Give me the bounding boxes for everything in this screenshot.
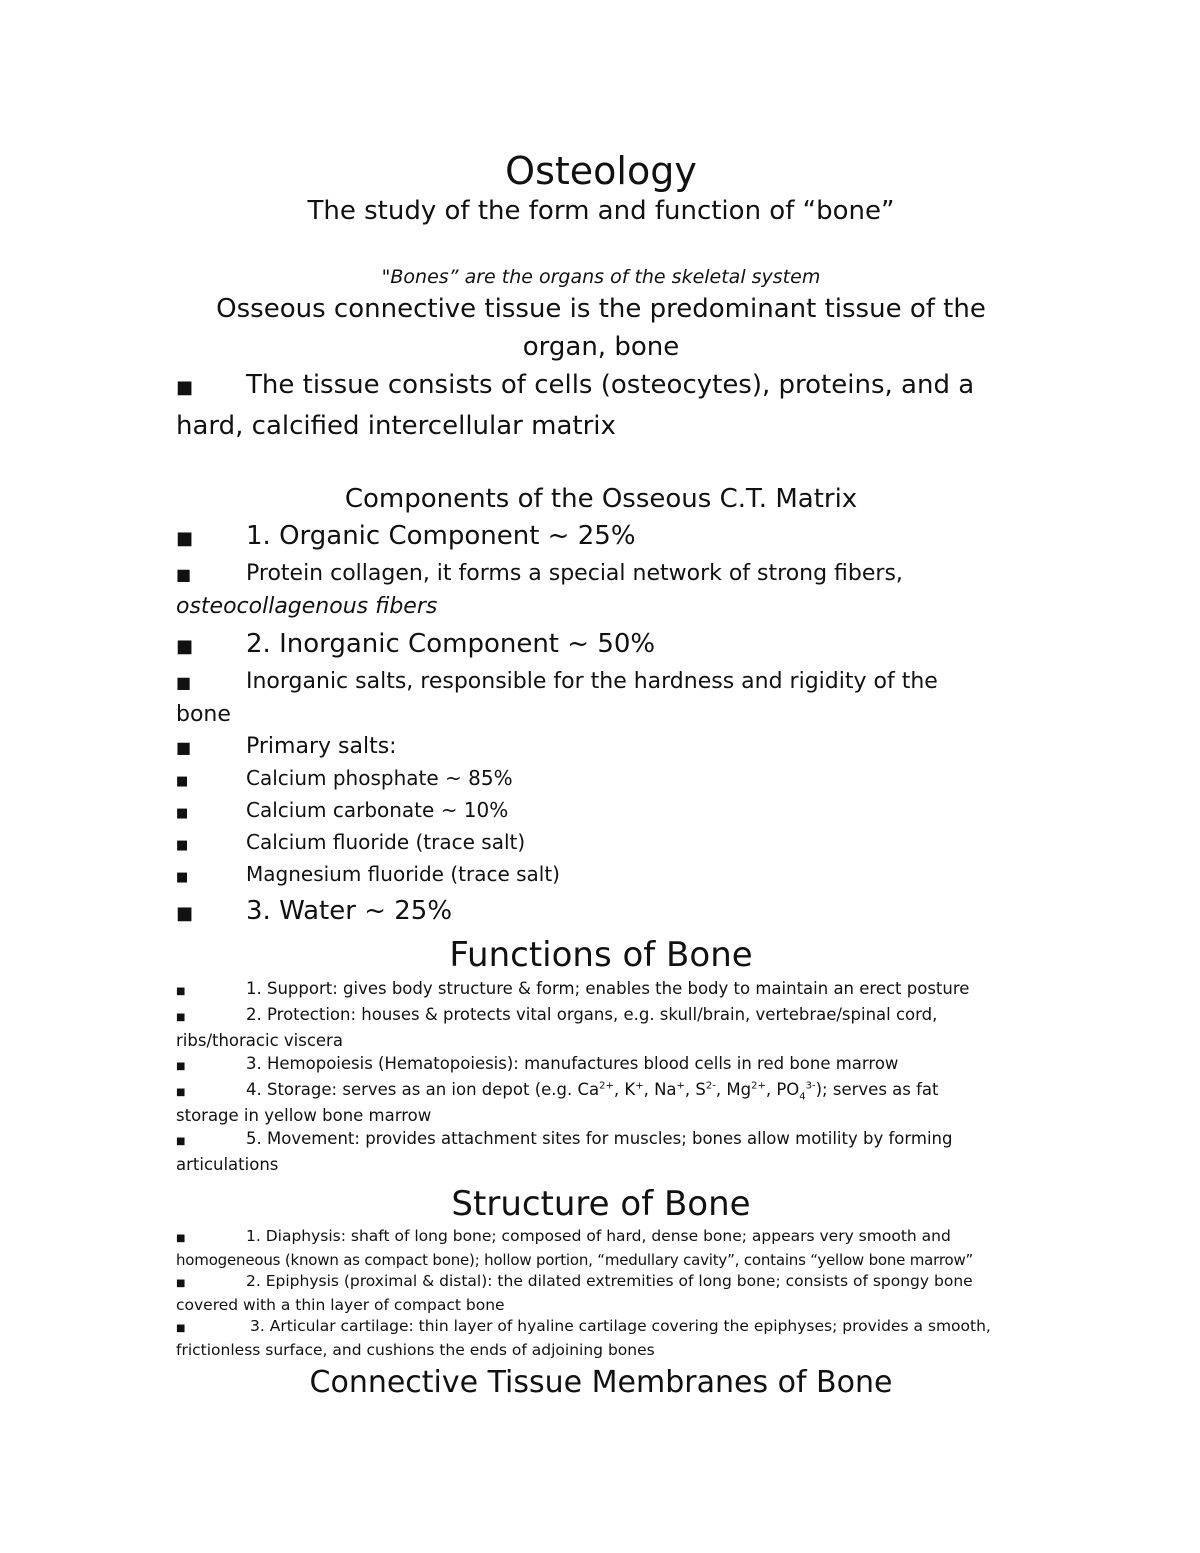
structure-epiphysis-b: covered with a thin layer of compact bone (176, 1295, 505, 1314)
primary-salts: Primary salts: (246, 734, 397, 759)
function-movement-b: articulations (176, 1155, 279, 1174)
membranes-heading: Connective Tissue Membranes of Bone (309, 1365, 893, 1400)
storage-text: 4. Storage: serves as an ion depot (e.g. Ca (246, 1080, 600, 1099)
lead-line-1: Osseous connective tissue is the predominant tissue of the (216, 294, 986, 324)
salt-magnesium-fluoride: Magnesium fluoride (trace salt) (246, 862, 560, 886)
collagen-text-b: osteocollagenous fibers (176, 594, 438, 619)
page-subtitle: The study of the form and function of “bone” (307, 196, 895, 226)
list-item (176, 892, 1026, 933)
bullet-icon: ■ (176, 1061, 186, 1072)
list-item (176, 1078, 1026, 1104)
bullet-icon: ■ (176, 806, 189, 821)
bullet-icon: ■ (176, 774, 189, 789)
storage-text: , Mg (715, 1080, 752, 1099)
structure-diaphysis-b: homogeneous (known as compact bone); hollow portion, “medullary cavity”, contains “yellow bone marrow” (176, 1250, 974, 1269)
function-storage-b: storage in yellow bone marrow (176, 1106, 432, 1125)
salts-text-a: Inorganic salts, responsible for the hardness and rigidity of the (246, 669, 938, 694)
list-item (176, 1052, 1026, 1078)
storage-text: , PO (765, 1080, 800, 1099)
bullet-icon: ■ (176, 673, 192, 692)
bullet-icon: ■ (176, 1012, 186, 1023)
list-item (176, 666, 1026, 699)
function-movement-a: 5. Movement: provides attachment sites for muscles; bones allow motility by forming (246, 1129, 953, 1148)
list-item (176, 796, 1026, 828)
structure-cartilage-a: 3. Articular cartilage: thin layer of hyaline cartilage covering the epiphyses; provides a smooth, (250, 1317, 991, 1335)
charge: 2- (705, 1080, 716, 1092)
functions-heading: Functions of Bone (449, 935, 753, 975)
organic-component: 1. Organic Component ~ 25% (246, 521, 636, 551)
storage-text: ); serves as fat (815, 1080, 939, 1099)
bullet-icon: ■ (176, 738, 192, 757)
list-item (176, 1226, 1026, 1250)
bullet-icon: ■ (176, 870, 189, 885)
list-item (176, 764, 1026, 796)
bullet-icon: ■ (176, 1136, 186, 1147)
bullet-icon: ■ (176, 1278, 186, 1289)
function-storage-a (246, 1080, 939, 1103)
bullet-icon: ■ (176, 636, 194, 657)
charge: + (676, 1080, 685, 1092)
bones-note: "Bones” are the organs of the skeletal system (381, 266, 821, 288)
list-item (176, 625, 1026, 666)
charge: 3- (805, 1080, 816, 1092)
charge: 2+ (599, 1080, 614, 1092)
structure-epiphysis-a: 2. Epiphysis (proximal & distal): the dilated extremities of long bone; consists of spongy bone (246, 1272, 973, 1290)
storage-text: , Na (643, 1080, 677, 1099)
document-page (176, 140, 1026, 1405)
bullet-icon: ■ (176, 1087, 186, 1098)
list-item (176, 860, 1026, 892)
salt-calcium-carbonate: Calcium carbonate ~ 10% (246, 798, 509, 822)
page-title: Osteology (505, 149, 697, 193)
list-item (176, 558, 1026, 591)
bullet-icon: ■ (176, 528, 194, 549)
function-hemopoiesis: 3. Hemopoiesis (Hematopoiesis): manufactures blood cells in red bone marrow (246, 1054, 899, 1073)
bullet-icon: ■ (176, 986, 186, 997)
bullet-icon: ■ (176, 838, 189, 853)
list-item (176, 1316, 1026, 1340)
salt-calcium-fluoride: Calcium fluoride (trace salt) (246, 830, 526, 854)
charge: 2+ (751, 1080, 766, 1092)
storage-text: , K (613, 1080, 636, 1099)
collagen-text-a: Protein collagen, it forms a special network of strong fibers, (246, 561, 903, 586)
bullet-icon: ■ (176, 377, 194, 398)
list-item (176, 828, 1026, 860)
bullet-icon: ■ (176, 1323, 186, 1334)
lead-line-2: organ, bone (522, 332, 680, 362)
structure-heading: Structure of Bone (451, 1184, 751, 1224)
bullet-icon: ■ (176, 1233, 186, 1244)
list-item (176, 517, 1026, 558)
tissue-bullet (176, 366, 1026, 407)
inorganic-component: 2. Inorganic Component ~ 50% (246, 629, 656, 659)
subscript: 4 (799, 1091, 806, 1103)
water-component: 3. Water ~ 25% (246, 896, 453, 926)
bullet-icon: ■ (176, 903, 194, 924)
salt-calcium-phosphate: Calcium phosphate ~ 85% (246, 766, 513, 790)
list-item (176, 977, 1026, 1003)
tissue-text-b: hard, calcified intercellular matrix (176, 411, 616, 441)
storage-text: , S (684, 1080, 706, 1099)
salts-text-b: bone (176, 702, 231, 727)
list-item (176, 1003, 1026, 1029)
list-item (176, 1271, 1026, 1295)
function-support: 1. Support: gives body structure & form; enables the body to maintain an erect posture (246, 979, 970, 998)
function-protection-b: ribs/thoracic viscera (176, 1031, 343, 1050)
function-protection-a: 2. Protection: houses & protects vital organs, e.g. skull/brain, vertebrae/spinal cord, (246, 1005, 938, 1024)
structure-diaphysis-a: 1. Diaphysis: shaft of long bone; composed of hard, dense bone; appears very smooth and (246, 1227, 951, 1245)
list-item (176, 1127, 1026, 1153)
components-heading: Components of the Osseous C.T. Matrix (344, 484, 858, 514)
bullet-icon: ■ (176, 565, 192, 584)
charge: + (635, 1080, 644, 1092)
tissue-text-a: The tissue consists of cells (osteocytes), proteins, and a (246, 370, 975, 400)
structure-cartilage-b: frictionless surface, and cushions the ends of adjoining bones (176, 1340, 655, 1359)
list-item (176, 731, 1026, 764)
